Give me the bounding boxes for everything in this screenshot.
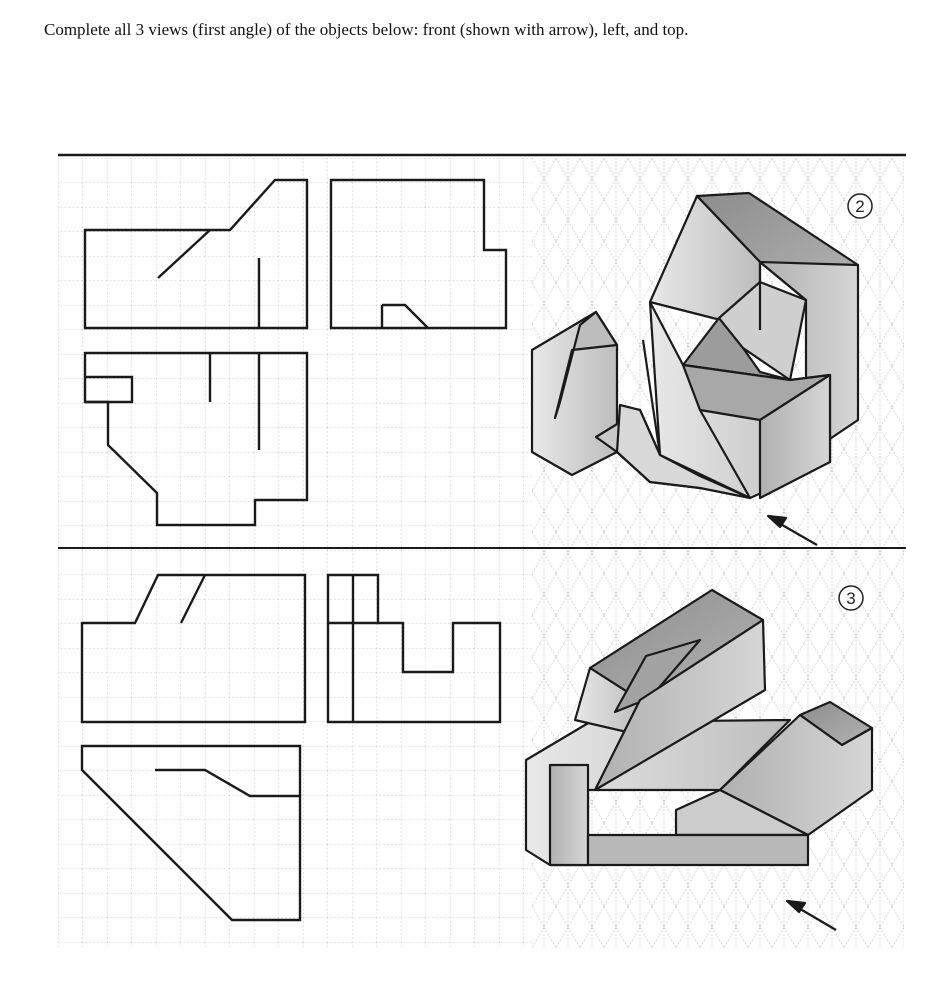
p3-iso-base-front bbox=[588, 835, 808, 865]
p3-iso-base-left-front bbox=[550, 765, 588, 865]
instruction-text: Complete all 3 views (first angle) of the objects below: front (shown with arrow), left, and top. bbox=[44, 20, 689, 39]
problem-3-number: 3 bbox=[846, 589, 856, 608]
problem-2-number: 2 bbox=[855, 197, 865, 216]
problem-2-number-badge bbox=[848, 194, 872, 218]
square-grid bbox=[58, 158, 532, 948]
problem-3-number-badge bbox=[839, 586, 863, 610]
